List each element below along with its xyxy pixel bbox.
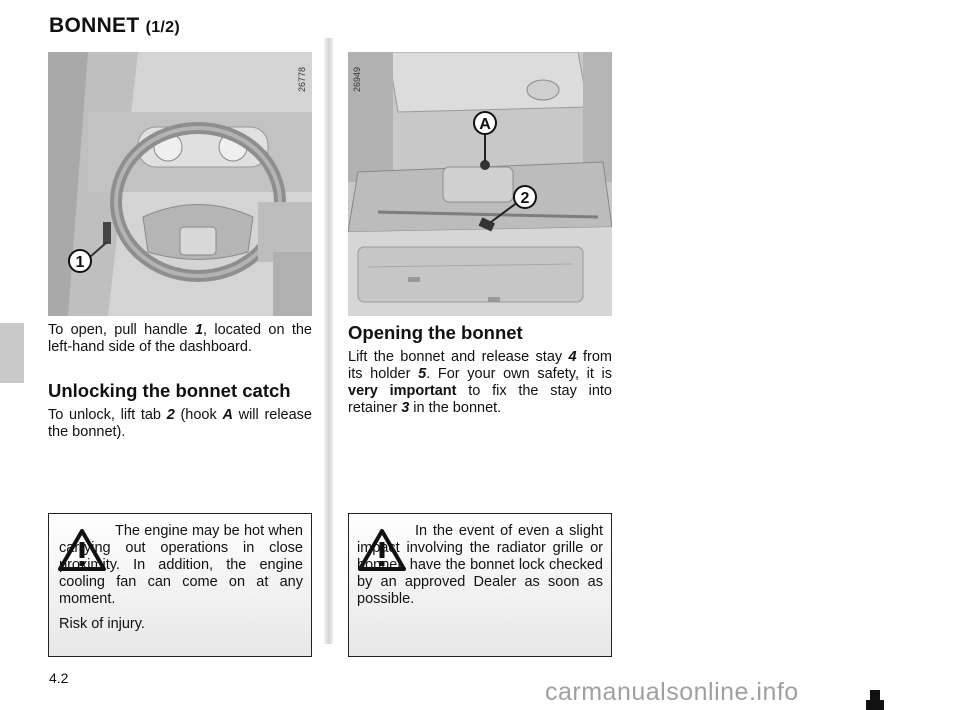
page-number: 4.2 — [49, 670, 69, 686]
callout-1: 1 — [75, 254, 85, 271]
warning-impact-text: In the event of even a slight impact involving the radiator grille or bonnet, have the bonnet lock checked by an approved Dealer as soon as possible. — [357, 523, 603, 607]
corner-mark-base — [866, 700, 884, 710]
unlocking-heading: Unlocking the bonnet catch — [48, 380, 291, 401]
unlock-instruction: To unlock, lift tab 2 (hook A will release the bonnet). — [48, 407, 312, 440]
dashboard-illustration — [48, 52, 312, 316]
callout-2: 2 — [520, 190, 530, 207]
open-instruction: To open, pull handle 1, located on the left-hand side of the dashboard. — [48, 322, 312, 355]
left-image-code: 26778 — [297, 66, 307, 92]
engine-bay-illustration — [348, 52, 612, 316]
engine-bay-drawing — [348, 52, 612, 316]
column-divider — [324, 38, 333, 644]
warning-engine-hot-text: The engine may be hot when carrying out operations in close proximity. In addition, the engine cooling fan can come on at any moment. Risk of injury. — [59, 523, 303, 632]
warning-box-impact — [348, 513, 612, 657]
warning-box-engine-hot — [48, 513, 312, 657]
warning-risk: Risk of injury. — [59, 616, 145, 632]
page-title: BONNET (1/2) — [49, 14, 181, 37]
opening-heading: Opening the bonnet — [348, 322, 523, 343]
right-image-code: 26949 — [352, 66, 362, 92]
watermark: carmanualsonline.info — [545, 678, 799, 706]
section-tab — [0, 323, 24, 383]
callout-a: A — [479, 116, 491, 133]
title-part: (1/2) — [145, 19, 181, 36]
opening-instruction: Lift the bonnet and release stay 4 from its holder 5. For your own safety, it is very important to fix the stay into retainer 3 in the bonnet. — [348, 349, 612, 416]
dashboard-drawing — [48, 52, 312, 316]
